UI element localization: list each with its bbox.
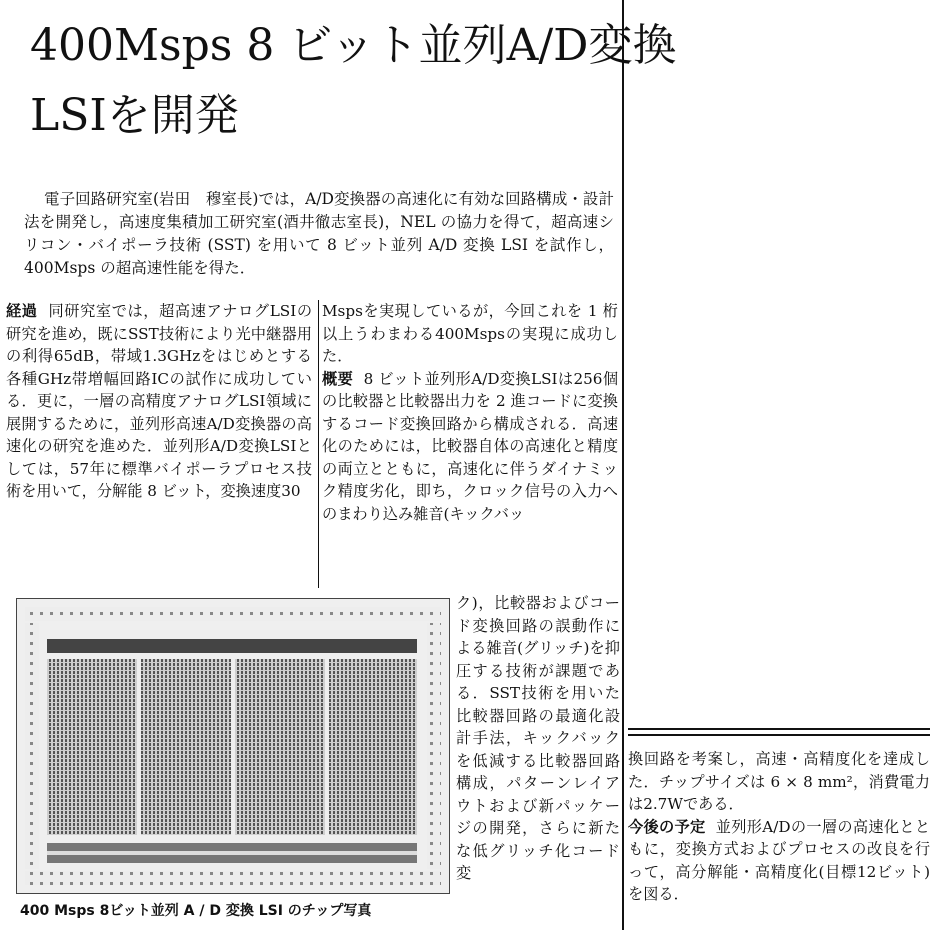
future-heading: 今後の予定	[628, 817, 706, 836]
column-divider	[318, 300, 319, 588]
chip-photo	[16, 598, 450, 894]
body-column-1	[6, 300, 312, 600]
body-column-3	[628, 748, 930, 928]
history-heading: 経過	[6, 302, 38, 320]
body-column-2	[322, 300, 618, 590]
section-rule-top	[628, 728, 930, 730]
future-text: 並列形A/Dの一層の高速化とともに，変換方式およびプロセスの改良を行って，高分解能・高精度化(目標12ビット)を図る．	[628, 817, 930, 903]
overview-end: 換回路を考案し，高速・高精度化を達成した．チップサイズは 6 × 8 mm²，消費電力は2.7Wである．	[628, 750, 930, 813]
figure-caption: 400 Msps 8ビット並列 A / D 変換 LSI のチップ写真	[20, 903, 372, 919]
chip-photo-image	[17, 599, 449, 893]
column-rule-right	[622, 0, 624, 930]
title-line-2: LSIを開発	[30, 90, 239, 141]
overview-text: 8 ビット並列形A/D変換LSIは256個の比較器と比較器出力を 2 進コードに変換するコード変換回路から構成される．高速化のためには，比較器自体の高速化と精度の両立とともに，高速化に伴うダイナミック精度劣化，即ち，クロック信号の入力へのまわり込み雑音(キックバッ	[322, 369, 618, 523]
history-continued: Mspsを実現しているが，今回これを 1 桁以上うわまわる400Mspsの実現に成功した．	[322, 302, 618, 365]
overview-continued: ク)，比較器およびコード変換回路の誤動作による雑音(グリッチ)を抑圧する技術が課題である．SST技術を用いた比較器回路の最適化設計手法，キックバックを低減する比較器回路構成，パターンレイアウトおよび新パッケージの開発，さらに新たな低グリッチ化コード変	[456, 594, 620, 882]
body-column-2-narrow	[456, 592, 620, 928]
lead-paragraph	[24, 188, 614, 280]
lead-text: 電子回路研究室(岩田 穆室長)では，A/D変換器の高速化に有効な回路構成・設計法を開発し，高速度集積加工研究室(酒井徹志室長)，NEL の協力を得て，超高速シリコン・バイポーラ技術 (SST) を用いて 8 ビット並列 A/D 変換 LSI を試作し，400Msps の超高速性能を得た．	[24, 190, 614, 277]
history-text: 同研究室では，超高速アナログLSIの研究を進め，既にSST技術により光中継器用の利得65dB，帯域1.3GHzをはじめとする各種GHz帯増幅回路ICの試作に成功している．更に，一層の高精度アナログLSI領域に展開するために，並列形高速A/D変換器の高速化の研究を進めた．並列形A/D変換LSIとしては，57年に標準バイポーラプロセス技術を用いて，分解能 8 ビット，変換速度30	[6, 302, 312, 500]
section-rule-bottom	[628, 734, 930, 736]
title-line-1: 400Msps 8 ビット並列A/D変換	[30, 20, 677, 71]
overview-heading: 概要	[322, 369, 354, 388]
